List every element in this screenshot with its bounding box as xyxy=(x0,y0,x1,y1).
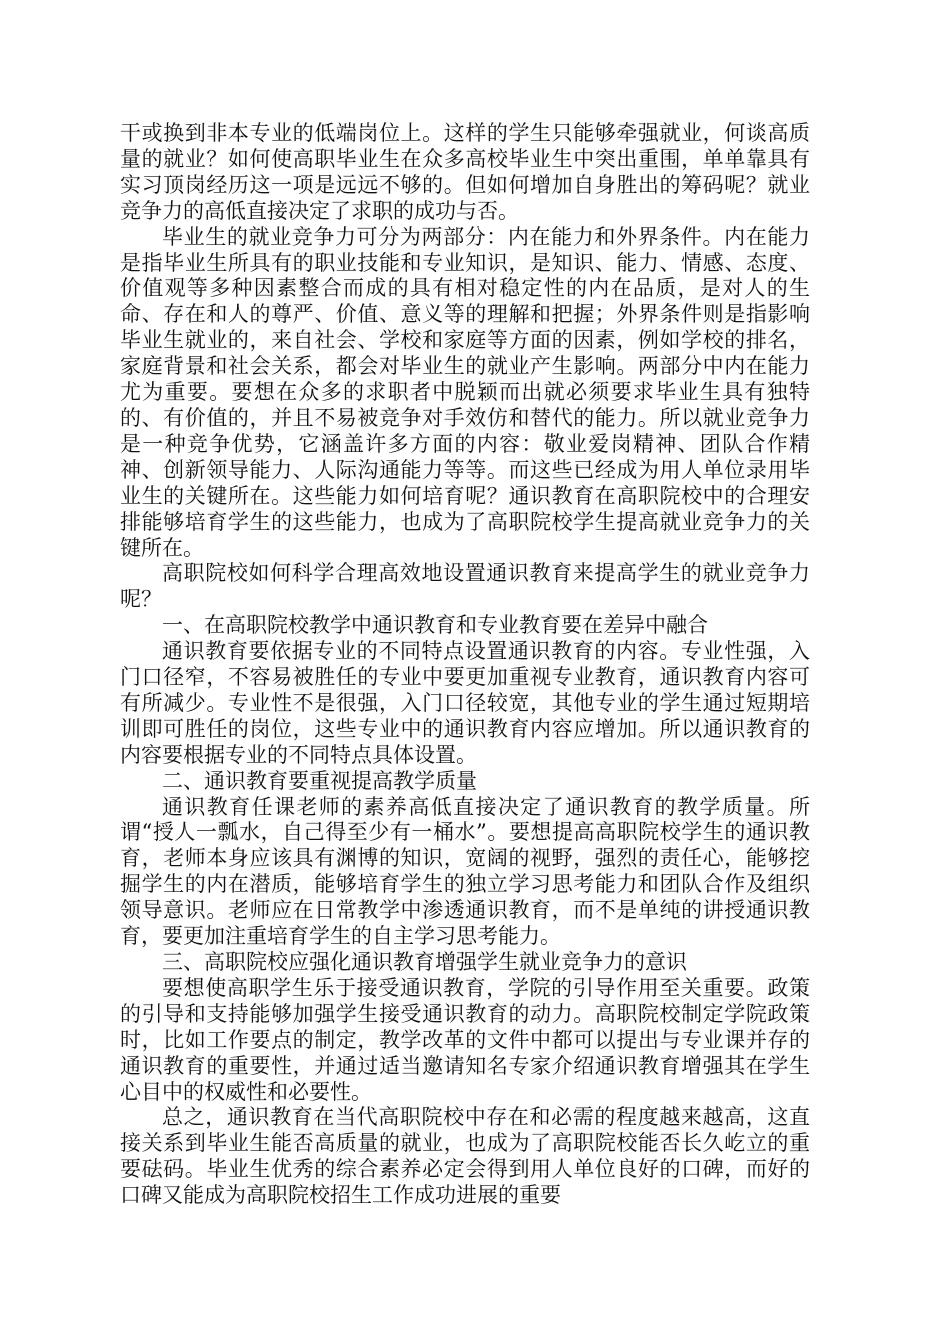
section-heading-2: 二、通识教育要重视提高教学质量 xyxy=(162,768,477,793)
paragraph-conclusion: 总之，通识教育在当代高职院校中存在和必需的程度越来越高，这直接关系到毕业生能否高质量的就业，也成为了高职院校能否长久屹立的重要砝码。毕业生优秀的综合素养必定会得到用人单位良好的口碑，而好的口碑又能成为高职院校招生工作成功进展的重要 xyxy=(120,1105,810,1208)
paragraph-continued: 干或换到非本专业的低端岗位上。这样的学生只能够牵强就业，何谈高质量的就业？如何使高职毕业生在众多高校毕业生中突出重围，单单靠具有实习顶岗经历这一项是远远不够的。但如何增加自身胜出的筹码呢？就业竞争力的高低直接决定了求职的成功与否。 xyxy=(120,121,810,223)
paragraph-competitiveness-components: 毕业生的就业竞争力可分为两部分：内在能力和外界条件。内在能力是指毕业生所具有的职业技能和专业知识，是知识、能力、情感、态度、价值观等多种因素整合而成的具有相对稳定性的内在品质，是对人的生命、存在和人的尊严、价值、意义等的理解和把握；外界条件则是指影响毕业生就业的，来自社会、学校和家庭等方面的因素，例如学校的排名，家庭背景和社会关系，都会对毕业生的就业产生影响。两部分中内在能力尤为重要。要想在众多的求职者中脱颖而出就必须要求毕业生具有独特的、有价值的，并且不易被竞争对手效仿和替代的能力。所以就业竞争力是一种竞争优势，它涵盖许多方面的内容：敬业爱岗精神、团队合作精神、创新领导能力、人际沟通能力等等。而这些已经成为用人单位录用毕业生的关键所在。这些能力如何培育呢？通识教育在高职院校中的合理安排能够培育学生的这些能力，也成为了高职院校学生提高就业竞争力的关键所在。 xyxy=(120,224,810,560)
paragraph-section-3: 要想使高职学生乐于接受通识教育，学院的引导作用至关重要。政策的引导和支持能够加强学生接受通识教育的动力。高职院校制定学院政策时，比如工作要点的制定，教学改革的文件中都可以提出与专业课并存的通识教育的重要性，并通过适当邀请知名专家介绍通识教育增强其在学生心目中的权威性和必要性。 xyxy=(120,975,810,1104)
document-body xyxy=(120,121,810,1209)
section-heading-3: 三、高职院校应强化通识教育增强学生就业竞争力的意识 xyxy=(162,950,687,974)
section-heading-1: 一、在高职院校教学中通识教育和专业教育要在差异中融合 xyxy=(162,613,708,638)
paragraph-section-2: 通识教育任课老师的素养高低直接决定了通识教育的教学质量。所谓“授人一瓢水，自己得至少有一桶水”。要想提高高职院校学生的通识教育，老师本身应该具有渊博的知识，宽阔的视野，强烈的责任心，能够挖掘学生的内在潜质，能够培育学生的独立学习思考能力和团队合作及组织领导意识。老师应在日常教学中渗透通识教育，而不是单纯的讲授通识教育，要更加注重培育学生的自主学习思考能力。 xyxy=(120,794,810,949)
paragraph-section-1: 通识教育要依据专业的不同特点设置通识教育的内容。专业性强，入门口径窄，不容易被胜任的专业中要更加重视专业教育，通识教育内容可有所减少。专业性不是很强，入门口径较宽，其他专业的学生通过短期培训即可胜任的岗位，这些专业中的通识教育内容应增加。所以通识教育的内容要根据专业的不同特点具体设置。 xyxy=(120,639,810,767)
paragraph-question: 高职院校如何科学合理高效地设置通识教育来提高学生的就业竞争力呢？ xyxy=(120,561,810,612)
